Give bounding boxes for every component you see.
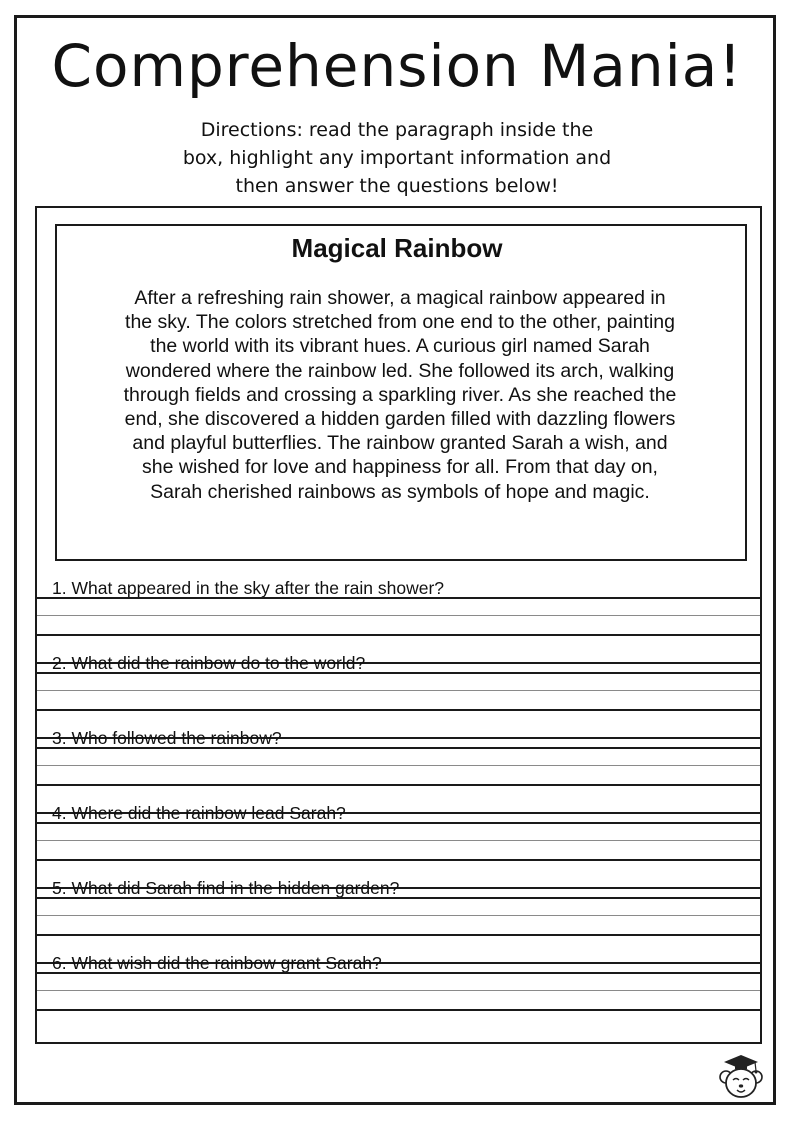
answer-guide-line <box>37 690 760 691</box>
question-text: 1. What appeared in the sky after the rain shower? <box>52 578 445 598</box>
story-line: she wished for love and happiness for all. From that day on, <box>142 456 658 479</box>
story-line: end, she discovered a hidden garden filled with dazzling flowers <box>124 408 676 431</box>
answer-line[interactable] <box>37 1009 760 1011</box>
answer-guide-line <box>37 915 760 916</box>
directions-line: Directions: read the paragraph inside the <box>200 119 594 141</box>
answer-line[interactable] <box>37 822 760 824</box>
question-block-1 <box>37 578 760 662</box>
answer-line[interactable] <box>37 634 760 636</box>
story-line: the sky. The colors stretched from one end to the other, painting <box>125 311 675 334</box>
story-line: Sarah cherished rainbows as symbols of hope and magic. <box>150 480 650 503</box>
question-text: 4. Where did the rainbow lead Sarah? <box>52 803 346 823</box>
question-block-5 <box>37 878 760 962</box>
answer-line[interactable] <box>37 709 760 711</box>
answer-line[interactable] <box>37 597 760 599</box>
answer-line[interactable] <box>37 897 760 899</box>
story-line: wondered where the rainbow led. She followed its arch, walking <box>125 359 675 382</box>
question-block-4 <box>37 803 760 887</box>
question-block-2 <box>37 653 760 737</box>
answer-line[interactable] <box>37 747 760 749</box>
answer-line[interactable] <box>37 859 760 861</box>
answer-line[interactable] <box>37 934 760 936</box>
answer-guide-line <box>37 990 760 991</box>
story-line: through fields and crossing a sparkling river. As she reached the <box>123 383 677 406</box>
question-text: 3. Who followed the rainbow? <box>52 728 282 748</box>
directions-text <box>150 116 644 200</box>
question-text: 5. What did Sarah find in the hidden garden? <box>52 878 400 898</box>
question-block-6 <box>37 953 760 1037</box>
question-text: 6. What wish did the rainbow grant Sarah? <box>52 953 382 973</box>
answer-guide-line <box>37 765 760 766</box>
story-title: Magical Rainbow <box>291 233 503 263</box>
directions-line: then answer the questions below! <box>235 175 559 197</box>
story-line: After a refreshing rain shower, a magical rainbow appeared in <box>134 287 666 309</box>
answer-guide-line <box>37 840 760 841</box>
question-text: 2. What did the rainbow do to the world? <box>52 653 366 673</box>
graduate-mouse-mascot-icon <box>718 1051 764 1101</box>
story-paragraph <box>72 286 728 504</box>
story-line: the world with its vibrant hues. A curious girl named Sarah <box>150 335 650 358</box>
worksheet-title: Comprehension Mania! <box>51 32 743 100</box>
story-line: and playful butterflies. The rainbow granted Sarah a wish, and <box>132 432 668 455</box>
answer-line[interactable] <box>37 672 760 674</box>
answer-line[interactable] <box>37 972 760 974</box>
answer-guide-line <box>37 615 760 616</box>
directions-line: box, highlight any important information and <box>182 147 612 169</box>
answer-line[interactable] <box>37 784 760 786</box>
question-block-3 <box>37 728 760 812</box>
